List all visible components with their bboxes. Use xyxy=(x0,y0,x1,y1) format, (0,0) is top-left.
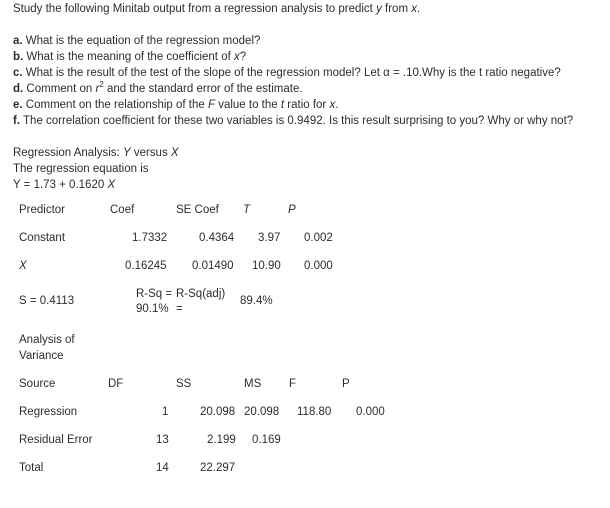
intro-middle: from xyxy=(381,3,412,15)
cell-source: Residual Error xyxy=(19,434,93,446)
cell-ss: 20.098 xyxy=(200,406,236,418)
cell-ss: 2.199 xyxy=(207,434,236,446)
question-e-end2: . xyxy=(335,99,339,111)
cell-t: 3.97 xyxy=(258,232,281,244)
header-p-text: P xyxy=(288,204,296,216)
question-a-label: a. xyxy=(13,35,23,47)
intro-var-x: x xyxy=(411,3,417,15)
question-e-end: ratio for xyxy=(284,99,330,111)
cell-coef: 1.7332 xyxy=(132,232,168,244)
cell-predictor xyxy=(19,260,27,272)
cell-p: 0.000 xyxy=(304,260,333,272)
header-predictor: Predictor xyxy=(19,204,66,216)
cell-ms: 0.169 xyxy=(252,434,281,446)
equation-prefix: Y = 1.73 + 0.1620 xyxy=(13,179,108,191)
question-e-var1: F xyxy=(207,99,216,111)
anova-title-line2: Variance xyxy=(19,350,64,362)
cell-ms: 20.098 xyxy=(244,406,280,418)
question-e-text: Comment on the relationship of the xyxy=(22,99,208,111)
question-a xyxy=(13,35,260,47)
header-coef: Coef xyxy=(110,204,135,216)
header-source: Source xyxy=(19,378,56,390)
question-f-label: f. xyxy=(13,115,21,127)
cell-df: 1 xyxy=(162,406,169,418)
cell-df: 13 xyxy=(156,434,169,446)
question-e-mid: value to the xyxy=(215,99,281,111)
cell-predictor: Constant xyxy=(19,232,66,244)
question-b-var: x xyxy=(233,51,240,63)
output-heading-mid: versus xyxy=(130,147,171,159)
rsq-value: 90.1% xyxy=(136,303,169,315)
intro-prefix: Study the following Minitab output from a regression analysis to predict xyxy=(13,3,377,15)
header-se-coef: SE Coef xyxy=(176,204,219,216)
rsq-adj-label: R-Sq(adj) xyxy=(176,288,226,300)
question-b-end: ? xyxy=(239,51,247,63)
intro-var-y: y xyxy=(376,3,382,15)
question-c-label: c. xyxy=(13,67,23,79)
question-f xyxy=(13,115,573,127)
output-heading-prefix: Regression Analysis: xyxy=(13,147,123,159)
equation-x: X xyxy=(107,179,116,191)
question-d-label: d. xyxy=(13,83,24,95)
question-e-var3: x xyxy=(329,99,336,111)
cell-p: 0.002 xyxy=(304,232,333,244)
question-c-text: What is the result of the test of the slope of the regression model? Let α = .10.Why is the t ratio negative? xyxy=(22,67,561,79)
regression-equation xyxy=(13,179,115,191)
output-heading-x: X xyxy=(170,147,179,159)
header-p: P xyxy=(342,378,350,390)
rsq-adj-value: 89.4% xyxy=(240,295,273,307)
cell-se-coef: 0.4364 xyxy=(199,232,235,244)
header-t-text: T xyxy=(243,204,251,216)
question-b-text: What is the meaning of the coefficient of xyxy=(23,51,234,63)
question-c xyxy=(13,67,561,79)
header-df: DF xyxy=(108,378,124,390)
cell-df: 14 xyxy=(156,462,169,474)
std-error-s: S = 0.4113 xyxy=(19,295,75,307)
question-b-label: b. xyxy=(13,51,24,63)
question-e-label: e. xyxy=(13,99,23,111)
header-t xyxy=(243,204,250,216)
question-d-text: Comment on xyxy=(23,83,96,95)
equation-intro: The regression equation is xyxy=(13,163,149,175)
cell-se-coef: 0.01490 xyxy=(192,260,234,272)
header-f: F xyxy=(289,378,297,390)
question-e-var2: t xyxy=(280,99,285,111)
question-d-sup: 2 xyxy=(99,80,104,90)
question-f-text: The correlation coefficient for these two variables is 0.9492. Is this result surprising to you? Why or why not? xyxy=(20,115,574,127)
cell-coef: 0.16245 xyxy=(125,260,167,272)
rsq-adj-eq: = xyxy=(176,303,183,315)
cell-f: 118.80 xyxy=(297,406,332,418)
cell-ss: 22.297 xyxy=(200,462,236,474)
question-a-text: What is the equation of the regression model? xyxy=(22,35,261,47)
header-ms: MS xyxy=(244,378,262,390)
output-heading xyxy=(13,147,179,159)
question-e xyxy=(13,99,338,111)
anova-title-line1: Analysis of xyxy=(19,334,75,346)
cell-t: 10.90 xyxy=(252,260,281,272)
intro-text xyxy=(13,3,420,15)
cell-predictor-text: X xyxy=(19,260,27,272)
question-d xyxy=(13,80,303,95)
question-d-end: and the standard error of the estimate. xyxy=(103,83,303,95)
intro-suffix: . xyxy=(416,3,421,15)
cell-source: Total xyxy=(19,462,44,474)
cell-source: Regression xyxy=(19,406,78,418)
header-p xyxy=(288,204,296,216)
rsq-label: R-Sq = xyxy=(136,288,173,300)
cell-p: 0.000 xyxy=(356,406,385,418)
header-ss: SS xyxy=(176,378,192,390)
question-d-var: r xyxy=(95,83,100,95)
question-b xyxy=(13,51,246,63)
output-heading-y: Y xyxy=(122,147,131,159)
